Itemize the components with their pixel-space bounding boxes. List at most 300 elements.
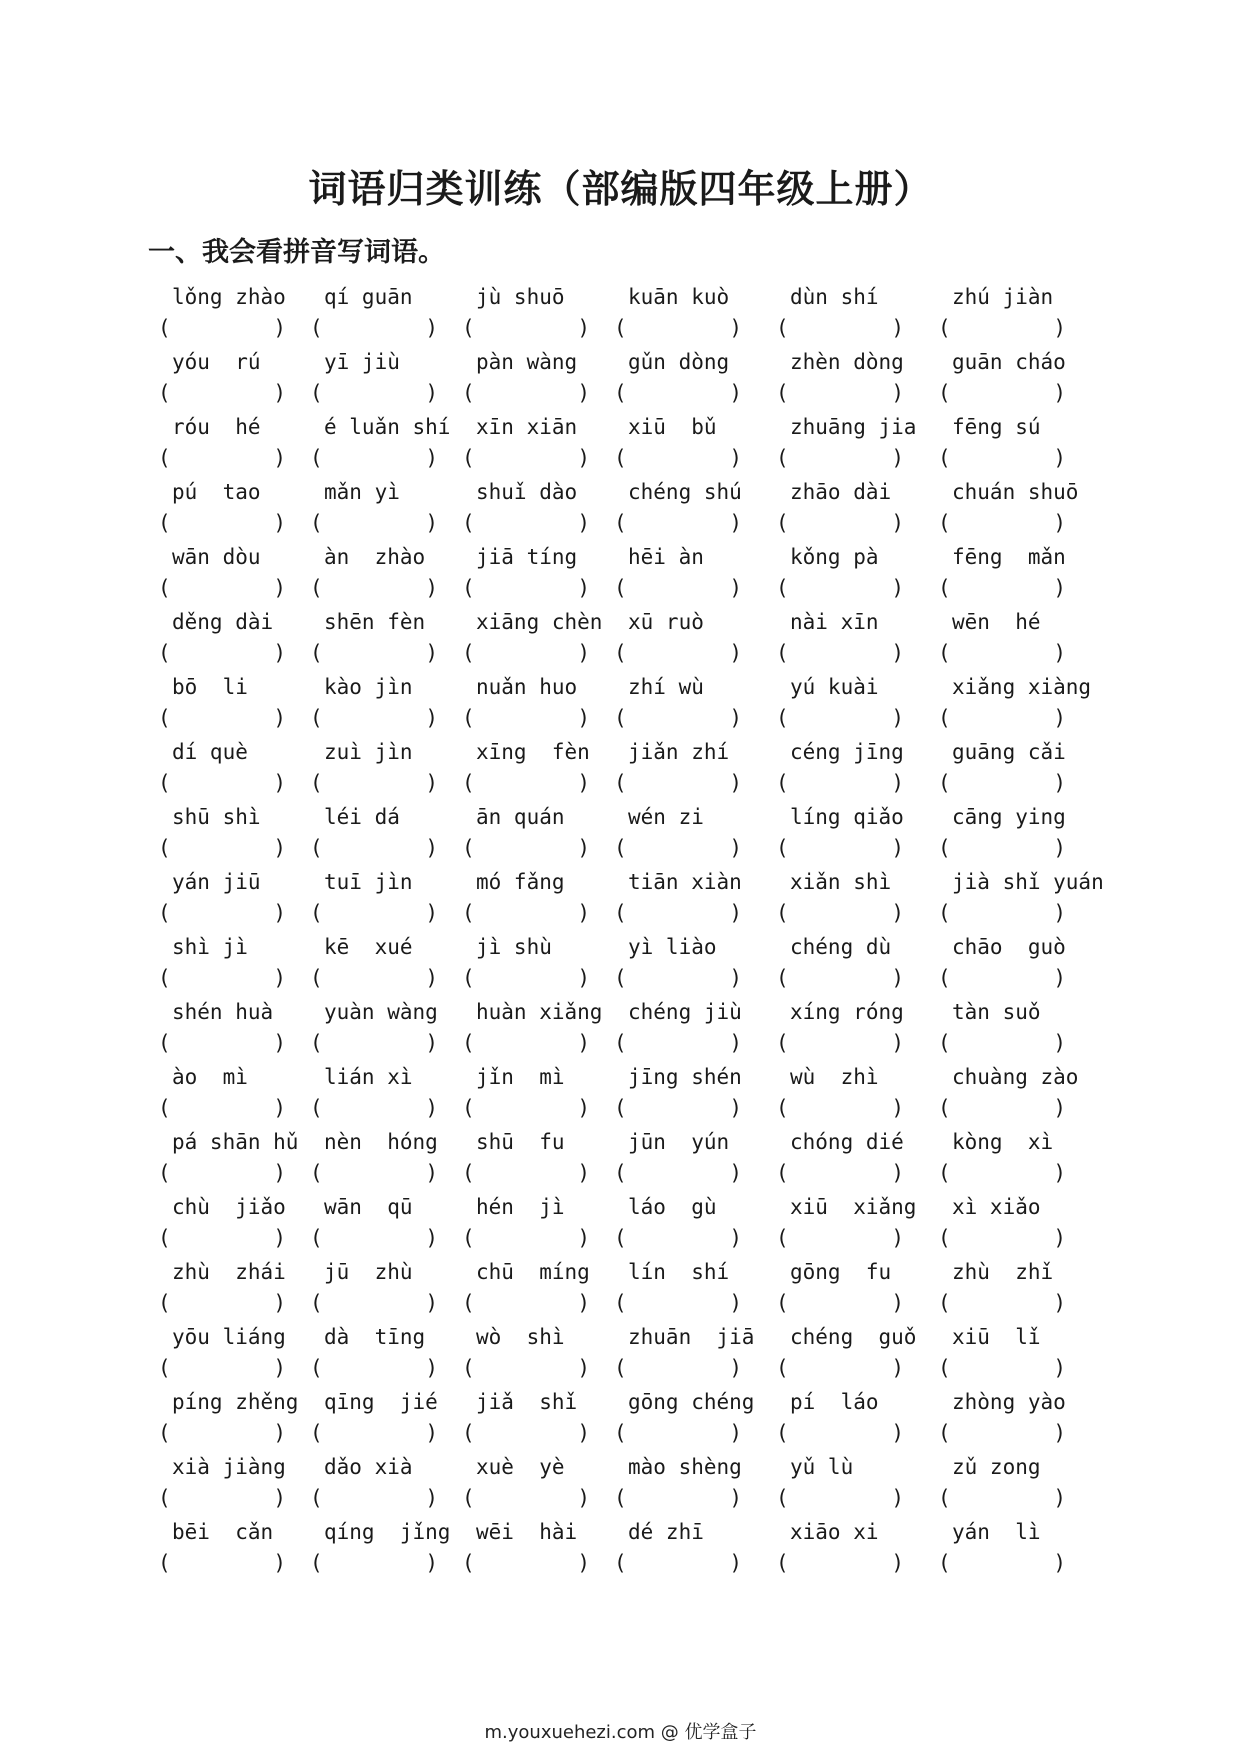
close-paren: ) <box>729 1421 742 1445</box>
open-paren: ( <box>462 1486 475 1510</box>
pinyin-prompt: xū ruò <box>628 610 704 634</box>
open-paren: ( <box>462 381 475 405</box>
answer-blank[interactable] <box>938 1549 1066 1577</box>
answer-blank[interactable] <box>310 964 438 992</box>
answer-blank[interactable] <box>614 704 742 732</box>
answer-blank[interactable] <box>614 1549 742 1577</box>
close-paren: ) <box>577 771 590 795</box>
answer-blank[interactable] <box>158 964 286 992</box>
open-paren: ( <box>462 446 475 470</box>
open-paren: ( <box>614 1031 627 1055</box>
exercise-item <box>938 282 1098 347</box>
exercise-item <box>462 1517 614 1582</box>
pinyin-prompt: wù zhì <box>790 1065 879 1089</box>
exercise-row <box>158 607 1098 672</box>
close-paren: ) <box>577 1031 590 1055</box>
answer-blank[interactable] <box>776 444 904 472</box>
pinyin-prompt: qí guān <box>324 285 413 309</box>
pinyin-prompt: xiū lǐ <box>952 1325 1041 1349</box>
pinyin-prompt: qīng jié <box>324 1390 438 1414</box>
answer-blank[interactable] <box>310 509 438 537</box>
answer-blank[interactable] <box>614 1484 742 1512</box>
answer-blank[interactable] <box>158 769 286 797</box>
answer-blank[interactable] <box>776 964 904 992</box>
answer-blank[interactable] <box>776 1094 904 1122</box>
open-paren: ( <box>310 1031 323 1055</box>
open-paren: ( <box>938 1291 951 1315</box>
open-paren: ( <box>462 576 475 600</box>
exercise-row <box>158 347 1098 412</box>
footer-watermark: m.youxuehezi.com @ 优学盒子 <box>484 1722 757 1743</box>
pinyin-prompt: shū fu <box>476 1130 565 1154</box>
pinyin-prompt: xiāo xi <box>790 1520 879 1544</box>
answer-blank[interactable] <box>776 704 904 732</box>
answer-blank[interactable] <box>614 899 742 927</box>
exercise-item <box>614 672 776 737</box>
answer-blank[interactable] <box>158 1354 286 1382</box>
answer-blank[interactable] <box>158 444 286 472</box>
open-paren: ( <box>776 1551 789 1575</box>
answer-blank[interactable] <box>158 1289 286 1317</box>
answer-blank[interactable] <box>462 1354 590 1382</box>
exercise-row <box>158 1127 1098 1192</box>
open-paren: ( <box>938 771 951 795</box>
exercise-row <box>158 932 1098 997</box>
answer-blank[interactable] <box>614 379 742 407</box>
close-paren: ) <box>729 446 742 470</box>
answer-blank[interactable] <box>938 1289 1066 1317</box>
answer-blank[interactable] <box>614 1289 742 1317</box>
pinyin-prompt: dé zhī <box>628 1520 704 1544</box>
exercise-item <box>462 737 614 802</box>
exercise-item <box>310 477 462 542</box>
pinyin-prompt: jù shuō <box>476 285 565 309</box>
open-paren: ( <box>310 511 323 535</box>
answer-blank[interactable] <box>614 1224 742 1252</box>
answer-blank[interactable] <box>614 1094 742 1122</box>
answer-blank[interactable] <box>776 899 904 927</box>
open-paren: ( <box>310 771 323 795</box>
close-paren: ) <box>729 1096 742 1120</box>
open-paren: ( <box>614 576 627 600</box>
answer-blank[interactable] <box>310 1159 438 1187</box>
pinyin-prompt: líng qiǎo <box>790 805 904 829</box>
pinyin-prompt: pá shān hǔ <box>172 1130 299 1154</box>
answer-blank[interactable] <box>462 769 590 797</box>
answer-blank[interactable] <box>938 444 1066 472</box>
close-paren: ) <box>273 1161 286 1185</box>
open-paren: ( <box>158 1356 171 1380</box>
close-paren: ) <box>273 706 286 730</box>
answer-blank[interactable] <box>776 509 904 537</box>
pinyin-prompt: gōng chéng <box>628 1390 755 1414</box>
pinyin-prompt: mó fǎng <box>476 870 565 894</box>
exercise-item <box>462 802 614 867</box>
answer-blank[interactable] <box>938 574 1066 602</box>
open-paren: ( <box>462 966 475 990</box>
close-paren: ) <box>273 576 286 600</box>
answer-blank[interactable] <box>310 1354 438 1382</box>
answer-blank[interactable] <box>310 574 438 602</box>
open-paren: ( <box>310 1226 323 1250</box>
close-paren: ) <box>425 1226 438 1250</box>
answer-blank[interactable] <box>776 639 904 667</box>
answer-blank[interactable] <box>776 1159 904 1187</box>
open-paren: ( <box>158 966 171 990</box>
answer-blank[interactable] <box>158 1419 286 1447</box>
answer-blank[interactable] <box>462 1094 590 1122</box>
exercise-item <box>614 1322 776 1387</box>
answer-blank[interactable] <box>462 1419 590 1447</box>
answer-blank[interactable] <box>614 1159 742 1187</box>
answer-blank[interactable] <box>776 314 904 342</box>
close-paren: ) <box>729 1551 742 1575</box>
answer-blank[interactable] <box>158 834 286 862</box>
answer-blank[interactable] <box>310 639 438 667</box>
exercise-item <box>158 737 310 802</box>
exercise-item <box>614 802 776 867</box>
close-paren: ) <box>425 836 438 860</box>
pinyin-prompt: yì liào <box>628 935 717 959</box>
pinyin-prompt: qíng jǐng <box>324 1520 451 1544</box>
answer-blank[interactable] <box>614 1029 742 1057</box>
exercise-item <box>938 607 1098 672</box>
pinyin-prompt: jià shǐ yuán <box>952 870 1104 894</box>
exercise-item <box>462 542 614 607</box>
exercise-item <box>614 932 776 997</box>
pinyin-prompt: gōng fu <box>790 1260 892 1284</box>
open-paren: ( <box>462 641 475 665</box>
answer-blank[interactable] <box>938 379 1066 407</box>
open-paren: ( <box>614 1421 627 1445</box>
answer-blank[interactable] <box>462 574 590 602</box>
exercise-item <box>462 607 614 672</box>
pinyin-prompt: nuǎn huo <box>476 675 578 699</box>
answer-blank[interactable] <box>938 314 1066 342</box>
answer-blank[interactable] <box>462 899 590 927</box>
answer-blank[interactable] <box>158 509 286 537</box>
answer-blank[interactable] <box>776 1224 904 1252</box>
answer-blank[interactable] <box>158 1224 286 1252</box>
answer-blank[interactable] <box>310 899 438 927</box>
answer-blank[interactable] <box>310 1289 438 1317</box>
close-paren: ) <box>577 1161 590 1185</box>
close-paren: ) <box>729 576 742 600</box>
answer-blank[interactable] <box>614 1419 742 1447</box>
exercise-item <box>310 1127 462 1192</box>
answer-blank[interactable] <box>776 574 904 602</box>
open-paren: ( <box>614 966 627 990</box>
answer-blank[interactable] <box>938 1159 1066 1187</box>
pinyin-prompt: píng zhěng <box>172 1390 299 1414</box>
answer-blank[interactable] <box>158 1029 286 1057</box>
close-paren: ) <box>729 771 742 795</box>
pinyin-prompt: xià jiàng <box>172 1455 286 1479</box>
pinyin-prompt: xiū bǔ <box>628 415 717 439</box>
open-paren: ( <box>158 1291 171 1315</box>
close-paren: ) <box>425 381 438 405</box>
answer-blank[interactable] <box>938 964 1066 992</box>
answer-blank[interactable] <box>776 1549 904 1577</box>
answer-blank[interactable] <box>462 1549 590 1577</box>
close-paren: ) <box>273 771 286 795</box>
answer-blank[interactable] <box>158 1484 286 1512</box>
pinyin-prompt: bēi cǎn <box>172 1520 274 1544</box>
answer-blank[interactable] <box>938 1029 1066 1057</box>
answer-blank[interactable] <box>310 1419 438 1447</box>
pinyin-prompt: chāo guò <box>952 935 1066 959</box>
close-paren: ) <box>891 576 904 600</box>
answer-blank[interactable] <box>462 1289 590 1317</box>
pinyin-prompt: láo gù <box>628 1195 717 1219</box>
exercise-item <box>776 542 938 607</box>
open-paren: ( <box>776 1161 789 1185</box>
pinyin-prompt: gǔn dòng <box>628 350 730 374</box>
answer-blank[interactable] <box>158 314 286 342</box>
open-paren: ( <box>614 1291 627 1315</box>
answer-blank[interactable] <box>938 704 1066 732</box>
open-paren: ( <box>776 316 789 340</box>
open-paren: ( <box>310 381 323 405</box>
exercise-item <box>938 477 1098 542</box>
answer-blank[interactable] <box>776 769 904 797</box>
pinyin-prompt: yuàn wàng <box>324 1000 438 1024</box>
close-paren: ) <box>1053 1551 1066 1575</box>
open-paren: ( <box>310 836 323 860</box>
exercise-item <box>310 1192 462 1257</box>
pinyin-prompt: jì shù <box>476 935 552 959</box>
exercise-item <box>310 1257 462 1322</box>
open-paren: ( <box>614 706 627 730</box>
close-paren: ) <box>891 771 904 795</box>
answer-blank[interactable] <box>462 1029 590 1057</box>
answer-blank[interactable] <box>614 574 742 602</box>
close-paren: ) <box>273 641 286 665</box>
exercise-item <box>310 1517 462 1582</box>
answer-blank[interactable] <box>310 1094 438 1122</box>
close-paren: ) <box>1053 1031 1066 1055</box>
answer-blank[interactable] <box>776 1029 904 1057</box>
answer-blank[interactable] <box>310 1484 438 1512</box>
open-paren: ( <box>158 381 171 405</box>
exercise-item <box>158 867 310 932</box>
exercise-item <box>158 412 310 477</box>
answer-blank[interactable] <box>310 314 438 342</box>
close-paren: ) <box>273 1421 286 1445</box>
answer-blank[interactable] <box>776 1419 904 1447</box>
answer-blank[interactable] <box>158 899 286 927</box>
answer-blank[interactable] <box>310 1029 438 1057</box>
pinyin-prompt: ān quán <box>476 805 565 829</box>
open-paren: ( <box>614 641 627 665</box>
close-paren: ) <box>891 1031 904 1055</box>
answer-blank[interactable] <box>158 1549 286 1577</box>
pinyin-prompt: chù jiǎo <box>172 1195 286 1219</box>
open-paren: ( <box>310 1291 323 1315</box>
answer-blank[interactable] <box>776 834 904 862</box>
answer-blank[interactable] <box>158 1159 286 1187</box>
answer-blank[interactable] <box>614 769 742 797</box>
exercise-item <box>938 802 1098 867</box>
pinyin-prompt: zhù zhái <box>172 1260 286 1284</box>
answer-blank[interactable] <box>938 1419 1066 1447</box>
exercise-item <box>310 1322 462 1387</box>
answer-blank[interactable] <box>938 1224 1066 1252</box>
exercise-row <box>158 1322 1098 1387</box>
exercise-item <box>776 997 938 1062</box>
open-paren: ( <box>614 1226 627 1250</box>
answer-blank[interactable] <box>614 444 742 472</box>
pinyin-prompt: xì xiǎo <box>952 1195 1041 1219</box>
answer-blank[interactable] <box>938 509 1066 537</box>
answer-blank[interactable] <box>776 1354 904 1382</box>
answer-blank[interactable] <box>462 704 590 732</box>
close-paren: ) <box>425 1356 438 1380</box>
pinyin-prompt: shēn fèn <box>324 610 426 634</box>
answer-blank[interactable] <box>776 379 904 407</box>
exercise-item <box>614 347 776 412</box>
exercise-item <box>776 477 938 542</box>
answer-blank[interactable] <box>776 1484 904 1512</box>
answer-blank[interactable] <box>614 639 742 667</box>
answer-blank[interactable] <box>462 1484 590 1512</box>
answer-blank[interactable] <box>310 834 438 862</box>
close-paren: ) <box>1053 901 1066 925</box>
answer-blank[interactable] <box>462 639 590 667</box>
pinyin-prompt: cāng ying <box>952 805 1066 829</box>
exercise-item <box>310 997 462 1062</box>
open-paren: ( <box>938 901 951 925</box>
answer-blank[interactable] <box>938 1094 1066 1122</box>
answer-blank[interactable] <box>938 834 1066 862</box>
answer-blank[interactable] <box>158 639 286 667</box>
open-paren: ( <box>776 706 789 730</box>
answer-blank[interactable] <box>614 834 742 862</box>
answer-blank[interactable] <box>938 769 1066 797</box>
answer-blank[interactable] <box>462 509 590 537</box>
answer-blank[interactable] <box>310 379 438 407</box>
pinyin-prompt: chéng guǒ <box>790 1325 917 1349</box>
close-paren: ) <box>1053 511 1066 535</box>
exercise-item <box>158 282 310 347</box>
exercise-item <box>776 1257 938 1322</box>
pinyin-prompt: zhòng yào <box>952 1390 1066 1414</box>
answer-blank[interactable] <box>938 899 1066 927</box>
exercise-item <box>158 932 310 997</box>
answer-blank[interactable] <box>938 1354 1066 1382</box>
exercise-item <box>776 1127 938 1192</box>
pinyin-prompt: chéng dù <box>790 935 892 959</box>
exercise-item <box>462 997 614 1062</box>
open-paren: ( <box>776 966 789 990</box>
open-paren: ( <box>614 446 627 470</box>
close-paren: ) <box>577 1421 590 1445</box>
pinyin-prompt: xīn xiān <box>476 415 578 439</box>
answer-blank[interactable] <box>462 964 590 992</box>
exercise-row <box>158 1452 1098 1517</box>
exercise-item <box>776 1452 938 1517</box>
answer-blank[interactable] <box>158 379 286 407</box>
pinyin-prompt: jǐn mì <box>476 1065 565 1089</box>
open-paren: ( <box>938 316 951 340</box>
open-paren: ( <box>938 446 951 470</box>
exercise-item <box>462 932 614 997</box>
exercise-item <box>938 1452 1098 1517</box>
answer-blank[interactable] <box>776 1289 904 1317</box>
answer-blank[interactable] <box>614 509 742 537</box>
close-paren: ) <box>273 1291 286 1315</box>
exercise-item <box>462 347 614 412</box>
exercise-item <box>614 1192 776 1257</box>
exercise-item <box>938 1192 1098 1257</box>
answer-blank[interactable] <box>462 444 590 472</box>
open-paren: ( <box>938 1031 951 1055</box>
open-paren: ( <box>614 771 627 795</box>
open-paren: ( <box>614 1486 627 1510</box>
answer-blank[interactable] <box>614 964 742 992</box>
close-paren: ) <box>273 316 286 340</box>
open-paren: ( <box>158 901 171 925</box>
answer-blank[interactable] <box>462 379 590 407</box>
exercise-item <box>776 932 938 997</box>
answer-blank[interactable] <box>614 314 742 342</box>
pinyin-prompt: jū zhù <box>324 1260 413 1284</box>
answer-blank[interactable] <box>462 1159 590 1187</box>
pinyin-prompt: kòng xì <box>952 1130 1054 1154</box>
answer-blank[interactable] <box>614 1354 742 1382</box>
open-paren: ( <box>938 1096 951 1120</box>
answer-blank[interactable] <box>310 1224 438 1252</box>
open-paren: ( <box>938 836 951 860</box>
pinyin-prompt: xiāng chèn <box>476 610 603 634</box>
close-paren: ) <box>729 1161 742 1185</box>
exercise-item <box>158 477 310 542</box>
answer-blank[interactable] <box>462 314 590 342</box>
close-paren: ) <box>891 1226 904 1250</box>
answer-blank[interactable] <box>938 639 1066 667</box>
answer-blank[interactable] <box>310 444 438 472</box>
answer-blank[interactable] <box>310 1549 438 1577</box>
answer-blank[interactable] <box>310 704 438 732</box>
answer-blank[interactable] <box>938 1484 1066 1512</box>
answer-blank[interactable] <box>158 704 286 732</box>
exercise-item <box>158 1387 310 1452</box>
close-paren: ) <box>1053 836 1066 860</box>
answer-blank[interactable] <box>462 834 590 862</box>
pinyin-prompt: àn zhào <box>324 545 426 569</box>
exercise-item <box>938 1257 1098 1322</box>
pinyin-prompt: pí láo <box>790 1390 879 1414</box>
open-paren: ( <box>158 836 171 860</box>
close-paren: ) <box>273 446 286 470</box>
exercise-item <box>158 1517 310 1582</box>
close-paren: ) <box>729 1356 742 1380</box>
open-paren: ( <box>310 316 323 340</box>
answer-blank[interactable] <box>158 574 286 602</box>
answer-blank[interactable] <box>462 1224 590 1252</box>
answer-blank[interactable] <box>310 769 438 797</box>
answer-blank[interactable] <box>158 1094 286 1122</box>
open-paren: ( <box>462 1551 475 1575</box>
open-paren: ( <box>776 1421 789 1445</box>
close-paren: ) <box>729 316 742 340</box>
pinyin-prompt: yī jiù <box>324 350 400 374</box>
pinyin-prompt: yán lì <box>952 1520 1041 1544</box>
exercise-item <box>614 282 776 347</box>
open-paren: ( <box>462 706 475 730</box>
exercise-item <box>462 1127 614 1192</box>
open-paren: ( <box>938 706 951 730</box>
